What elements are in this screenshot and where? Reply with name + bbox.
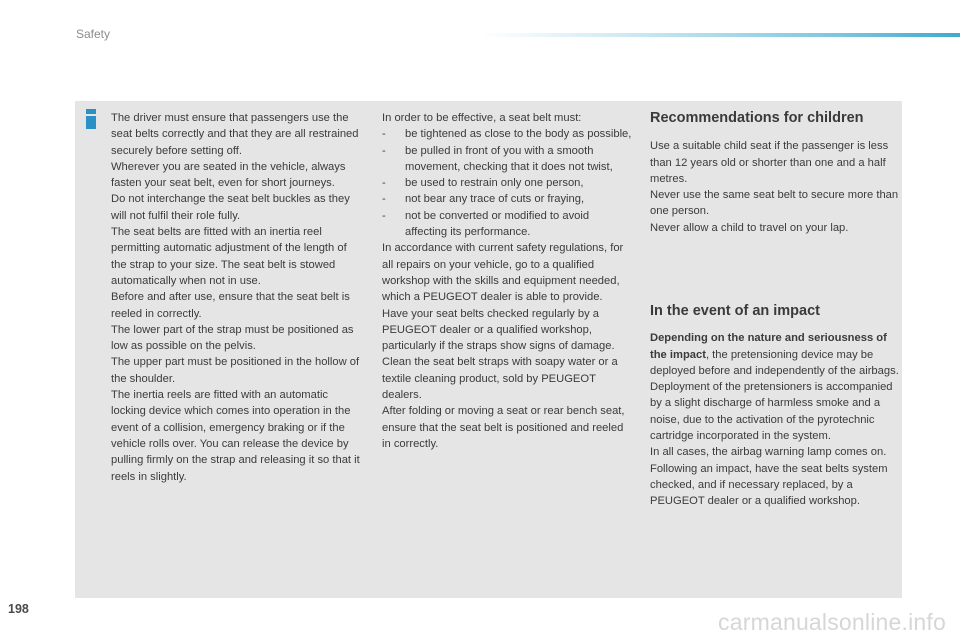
list-item: - be pulled in front of you with a smooth movement, checking that it does not twist, xyxy=(382,144,613,173)
paragraph: The driver must ensure that passengers use the seat belts correctly and that they are all restrained securely before setting off. xyxy=(111,112,359,157)
paragraph: Wherever you are seated in the vehicle, always fasten your seat belt, even for short journeys. xyxy=(111,160,346,190)
paragraph: Never use the same seat belt to secure more than one person. xyxy=(650,189,899,218)
list-item: - not be converted or modified to avoid affecting its performance. xyxy=(382,209,590,239)
bold-lead: Depending on the nature and seriousness of the impact xyxy=(650,332,887,361)
heading-recommendations: Recommendations for children xyxy=(650,110,864,126)
paragraph: The upper part must be positioned in the hollow of the shoulder. xyxy=(111,356,360,385)
section-impact xyxy=(650,303,900,510)
paragraph: After folding or moving a seat or rear bench seat, ensure that the seat belt is positioned and reeled in correctly. xyxy=(382,405,625,450)
requirements-list xyxy=(382,126,632,240)
watermark: carmanualsonline.info xyxy=(718,609,946,635)
paragraph: Do not interchange the seat belt buckles as they will not fulfil their role fully. xyxy=(111,193,350,222)
paragraph: Following an impact, have the seat belts system checked, and if necessary replaced, by a PEUGEOT dealer or a qualified workshop. xyxy=(650,462,888,508)
header-accent-bar xyxy=(480,33,960,37)
paragraph: Clean the seat belt straps with soapy water or a textile cleaning product, sold by PEUGEOT dealers. xyxy=(382,356,618,402)
paragraph: In accordance with current safety regulations, for all repairs on your vehicle, go to a qualified workshop with the skills and equipment needed, which a PEUGEOT dealer is able to provide. xyxy=(382,242,624,304)
paragraph: Deployment of the pretensioners is accompanied by a slight discharge of harmless smoke and a noise, due to the activation of the pyrotechnic cartridge incorporated in the system. xyxy=(650,381,893,443)
paragraph: Before and after use, ensure that the seat belt is reeled in correctly. xyxy=(111,291,350,320)
info-icon xyxy=(86,109,96,129)
column-seat-belt-usage xyxy=(111,110,361,485)
paragraph: The inertia reels are fitted with an automatic locking device which comes into operation in the event of a collision, emergency braking or if the vehicle rolls over. You can release the device by pulling firmly on the strap and releasing it so that it reels in slightly. xyxy=(111,389,360,483)
column-recommendations xyxy=(650,110,900,236)
paragraph: Use a suitable child seat if the passenger is less than 12 years old or shorter than one and a half metres. xyxy=(650,140,889,185)
page-number: 198 xyxy=(8,602,29,616)
list-item: - not bear any trace of cuts or fraying, xyxy=(382,193,585,206)
paragraph: The seat belts are fitted with an inertia reel permitting automatic adjustment of the length of the strap to your size. The seat belt is stowed automatically when not in use. xyxy=(111,226,347,287)
paragraph: Depending on the nature and seriousness of the impact, the pretensioning device may be deployed before and independently of the airbags. xyxy=(650,332,899,377)
section-title: Safety xyxy=(76,27,111,41)
paragraph: In order to be effective, a seat belt must: xyxy=(382,112,582,124)
paragraph: The lower part of the strap must be positioned as low as possible on the pelvis. xyxy=(111,323,354,353)
paragraph: Never allow a child to travel on your lap. xyxy=(650,221,849,234)
column-seat-belt-effectiveness xyxy=(382,110,632,452)
list-item: - be tightened as close to the body as possible, xyxy=(382,128,632,141)
paragraph: Have your seat belts checked regularly by a PEUGEOT dealer or a qualified workshop, particularly if the straps show signs of damage. xyxy=(382,307,615,353)
heading-impact: In the event of an impact xyxy=(650,303,820,319)
paragraph: In all cases, the airbag warning lamp comes on. xyxy=(650,446,887,459)
list-item: - be used to restrain only one person, xyxy=(382,177,584,190)
